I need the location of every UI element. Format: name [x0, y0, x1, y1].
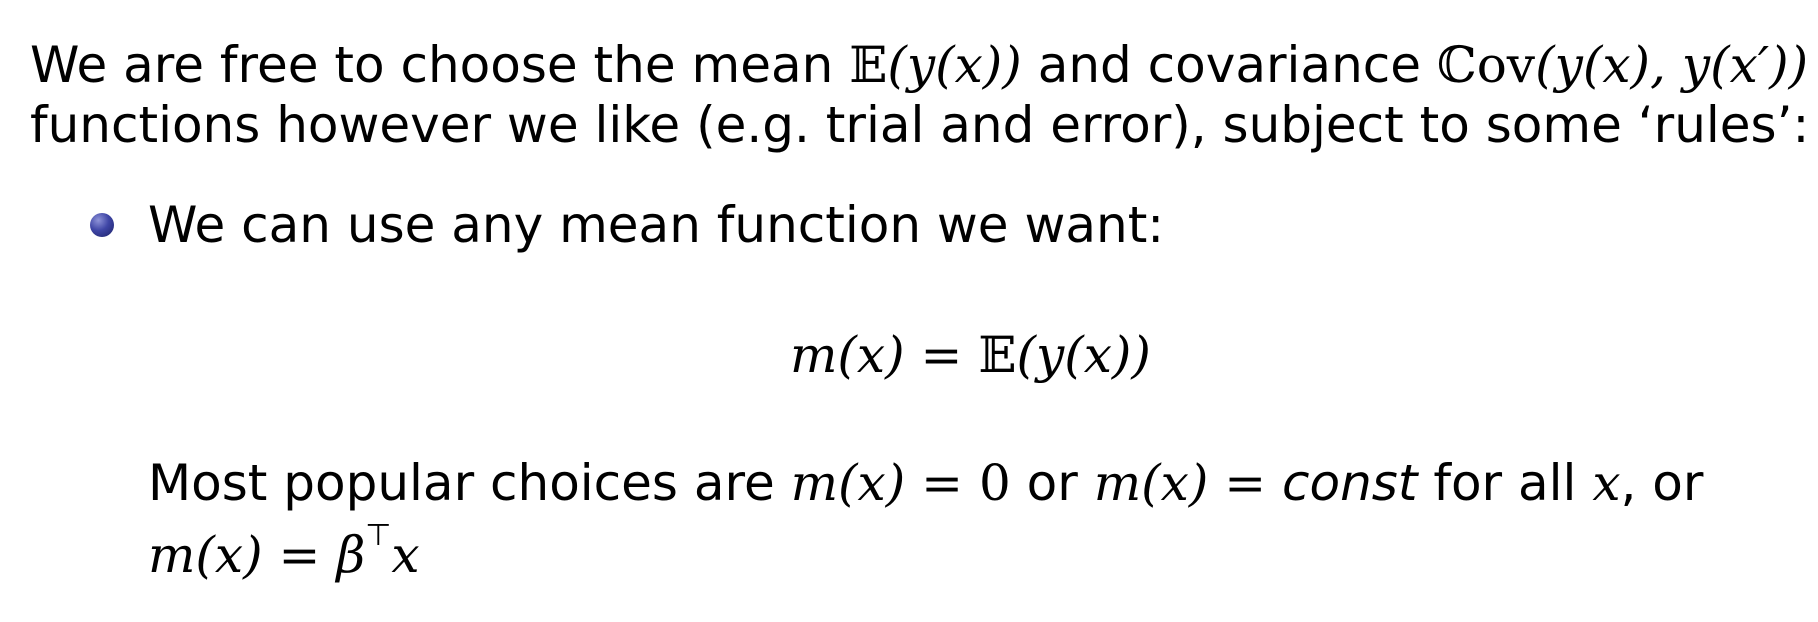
beta-symbol: β — [336, 526, 366, 584]
intro-text-b: and covariance — [1021, 36, 1437, 94]
covariance-expression: (y(x), y(x′)) — [1535, 36, 1809, 94]
equation-equals: = — [904, 326, 979, 384]
intro-line-1 — [30, 36, 1809, 94]
choices-text-c: , or — [1620, 454, 1704, 512]
choices-line-2 — [148, 518, 420, 584]
choice-zero-rhs: = 0 — [905, 454, 1011, 512]
intro-line-2: functions however we like (e.g. trial and error), subject to some ‘rules’: — [30, 96, 1810, 154]
bullet-text: We can use any mean function we want: — [148, 196, 1165, 254]
equation-rhs: (y(x)) — [1016, 326, 1151, 384]
choice-linear-x: x — [391, 526, 420, 584]
choice-const-word: const — [1282, 454, 1418, 512]
covariance-symbol: ℂov — [1436, 36, 1536, 94]
equation-expectation-symbol: 𝔼 — [978, 326, 1017, 384]
equation-lhs: m(x) — [790, 326, 905, 384]
choice-zero-lhs: m(x) — [790, 454, 906, 512]
choices-x: x — [1592, 454, 1621, 512]
choices-text-a: Most popular choices are — [148, 454, 791, 512]
choice-const-equals: = — [1208, 454, 1283, 512]
choice-linear-equals: = — [262, 526, 337, 584]
choices-or: or — [1010, 454, 1094, 512]
intro-text-a: We are free to choose the mean — [30, 36, 850, 94]
choice-linear-lhs: m(x) — [148, 526, 263, 584]
choices-line-1 — [148, 454, 1704, 512]
choices-text-b: for all — [1417, 454, 1593, 512]
mean-function-equation — [790, 326, 1151, 384]
mean-expression: (y(x)) — [887, 36, 1022, 94]
expectation-symbol: 𝔼 — [849, 36, 888, 94]
bullet-icon — [90, 213, 114, 237]
choice-const-lhs: m(x) — [1093, 454, 1209, 512]
transpose-symbol: ⊤ — [365, 518, 392, 553]
